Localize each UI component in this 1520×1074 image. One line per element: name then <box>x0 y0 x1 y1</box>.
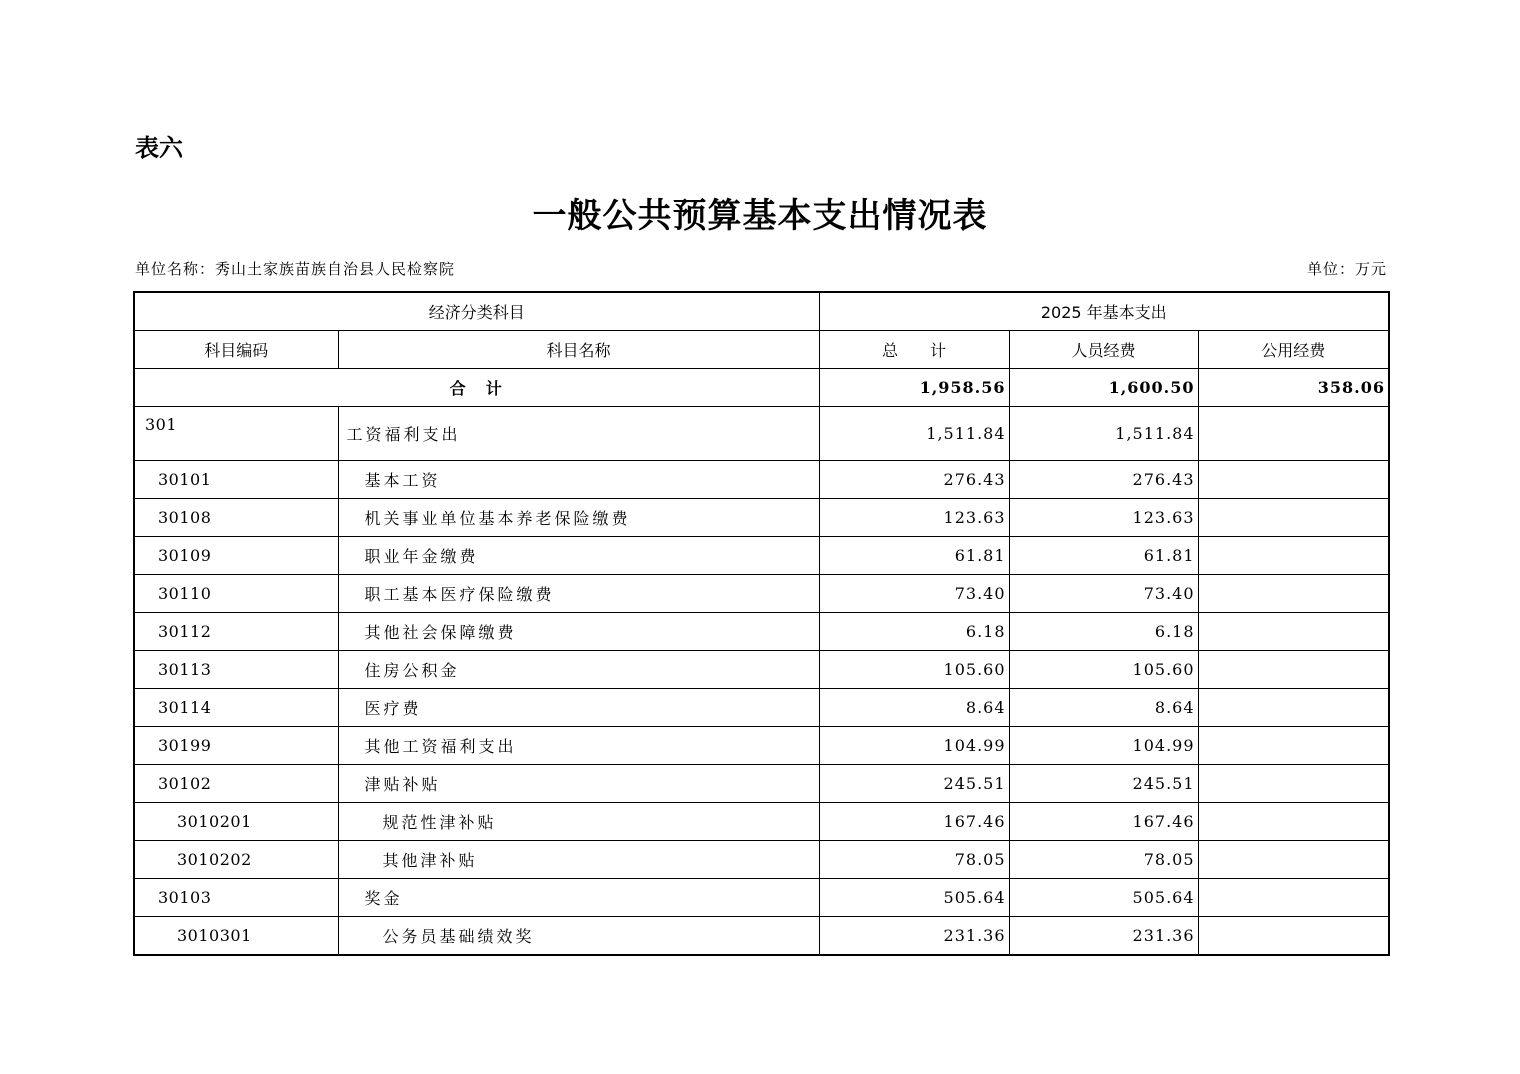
header-code: 科目编码 <box>134 331 338 369</box>
unit-name: 单位名称：秀山土家族苗族自治县人民检察院 <box>135 260 456 278</box>
row-public <box>1198 689 1389 727</box>
row-personnel: 1,511.84 <box>1009 407 1198 461</box>
header-total: 总 计 <box>819 331 1009 369</box>
table-body <box>134 407 1389 956</box>
header-public: 公用经费 <box>1198 331 1389 369</box>
row-personnel: 123.63 <box>1009 499 1198 537</box>
table-row <box>134 765 1389 803</box>
header-personnel: 人员经费 <box>1009 331 1198 369</box>
table-row <box>134 803 1389 841</box>
row-total: 1,511.84 <box>819 407 1009 461</box>
row-personnel: 61.81 <box>1009 537 1198 575</box>
row-total: 505.64 <box>819 879 1009 917</box>
total-amount: 1,958.56 <box>819 369 1009 407</box>
unit-label: 单位：万元 <box>1306 260 1387 278</box>
row-public <box>1198 575 1389 613</box>
table-row <box>134 689 1389 727</box>
row-code: 3010202 <box>134 841 338 879</box>
row-name: 工资福利支出 <box>338 407 819 461</box>
page-title: 一般公共预算基本支出情况表 <box>532 196 988 236</box>
total-label: 合 计 <box>134 369 819 407</box>
total-row <box>134 369 1389 407</box>
total-public: 358.06 <box>1198 369 1389 407</box>
row-public <box>1198 537 1389 575</box>
row-code: 30101 <box>134 461 338 499</box>
table-row <box>134 407 1389 461</box>
row-personnel: 73.40 <box>1009 575 1198 613</box>
row-personnel: 231.36 <box>1009 917 1198 956</box>
row-public <box>1198 651 1389 689</box>
row-name: 职业年金缴费 <box>338 537 819 575</box>
row-total: 104.99 <box>819 727 1009 765</box>
row-public <box>1198 841 1389 879</box>
table-row <box>134 879 1389 917</box>
header-econ-class: 经济分类科目 <box>134 292 819 331</box>
header-basic-expense: 2025 年基本支出 <box>819 292 1389 331</box>
budget-table <box>133 291 1390 956</box>
row-name: 其他工资福利支出 <box>338 727 819 765</box>
table-row <box>134 537 1389 575</box>
row-personnel: 6.18 <box>1009 613 1198 651</box>
row-public <box>1198 803 1389 841</box>
row-total: 6.18 <box>819 613 1009 651</box>
table-row <box>134 613 1389 651</box>
row-name: 奖金 <box>338 879 819 917</box>
table-row <box>134 917 1389 956</box>
table-row <box>134 575 1389 613</box>
row-code: 30114 <box>134 689 338 727</box>
total-personnel: 1,600.50 <box>1009 369 1198 407</box>
header-row-2 <box>134 331 1389 369</box>
row-code: 3010201 <box>134 803 338 841</box>
row-total: 123.63 <box>819 499 1009 537</box>
table-row <box>134 499 1389 537</box>
row-name: 其他津补贴 <box>338 841 819 879</box>
row-personnel: 505.64 <box>1009 879 1198 917</box>
row-name: 住房公积金 <box>338 651 819 689</box>
table-row <box>134 651 1389 689</box>
row-personnel: 276.43 <box>1009 461 1198 499</box>
table-row <box>134 727 1389 765</box>
header-row-1 <box>134 292 1389 331</box>
row-total: 245.51 <box>819 765 1009 803</box>
row-code: 30199 <box>134 727 338 765</box>
row-name: 其他社会保障缴费 <box>338 613 819 651</box>
row-personnel: 167.46 <box>1009 803 1198 841</box>
row-total: 276.43 <box>819 461 1009 499</box>
table-label: 表六 <box>135 134 183 162</box>
row-total: 61.81 <box>819 537 1009 575</box>
row-public <box>1198 613 1389 651</box>
row-code: 30113 <box>134 651 338 689</box>
row-public <box>1198 461 1389 499</box>
row-name: 规范性津补贴 <box>338 803 819 841</box>
row-public <box>1198 765 1389 803</box>
row-name: 公务员基础绩效奖 <box>338 917 819 956</box>
row-total: 231.36 <box>819 917 1009 956</box>
row-total: 8.64 <box>819 689 1009 727</box>
row-code: 30109 <box>134 537 338 575</box>
row-total: 73.40 <box>819 575 1009 613</box>
row-personnel: 105.60 <box>1009 651 1198 689</box>
row-personnel: 78.05 <box>1009 841 1198 879</box>
row-name: 机关事业单位基本养老保险缴费 <box>338 499 819 537</box>
row-public <box>1198 407 1389 461</box>
row-code: 30110 <box>134 575 338 613</box>
row-name: 医疗费 <box>338 689 819 727</box>
row-total: 105.60 <box>819 651 1009 689</box>
row-total: 167.46 <box>819 803 1009 841</box>
row-name: 职工基本医疗保险缴费 <box>338 575 819 613</box>
row-public <box>1198 499 1389 537</box>
row-code: 3010301 <box>134 917 338 956</box>
row-public <box>1198 879 1389 917</box>
table-row <box>134 461 1389 499</box>
row-public <box>1198 917 1389 956</box>
row-name: 基本工资 <box>338 461 819 499</box>
header-name: 科目名称 <box>338 331 819 369</box>
row-code: 301 <box>134 407 338 461</box>
row-personnel: 245.51 <box>1009 765 1198 803</box>
table-row <box>134 841 1389 879</box>
row-name: 津贴补贴 <box>338 765 819 803</box>
row-total: 78.05 <box>819 841 1009 879</box>
row-code: 30108 <box>134 499 338 537</box>
row-public <box>1198 727 1389 765</box>
row-code: 30112 <box>134 613 338 651</box>
row-personnel: 104.99 <box>1009 727 1198 765</box>
row-personnel: 8.64 <box>1009 689 1198 727</box>
row-code: 30102 <box>134 765 338 803</box>
row-code: 30103 <box>134 879 338 917</box>
